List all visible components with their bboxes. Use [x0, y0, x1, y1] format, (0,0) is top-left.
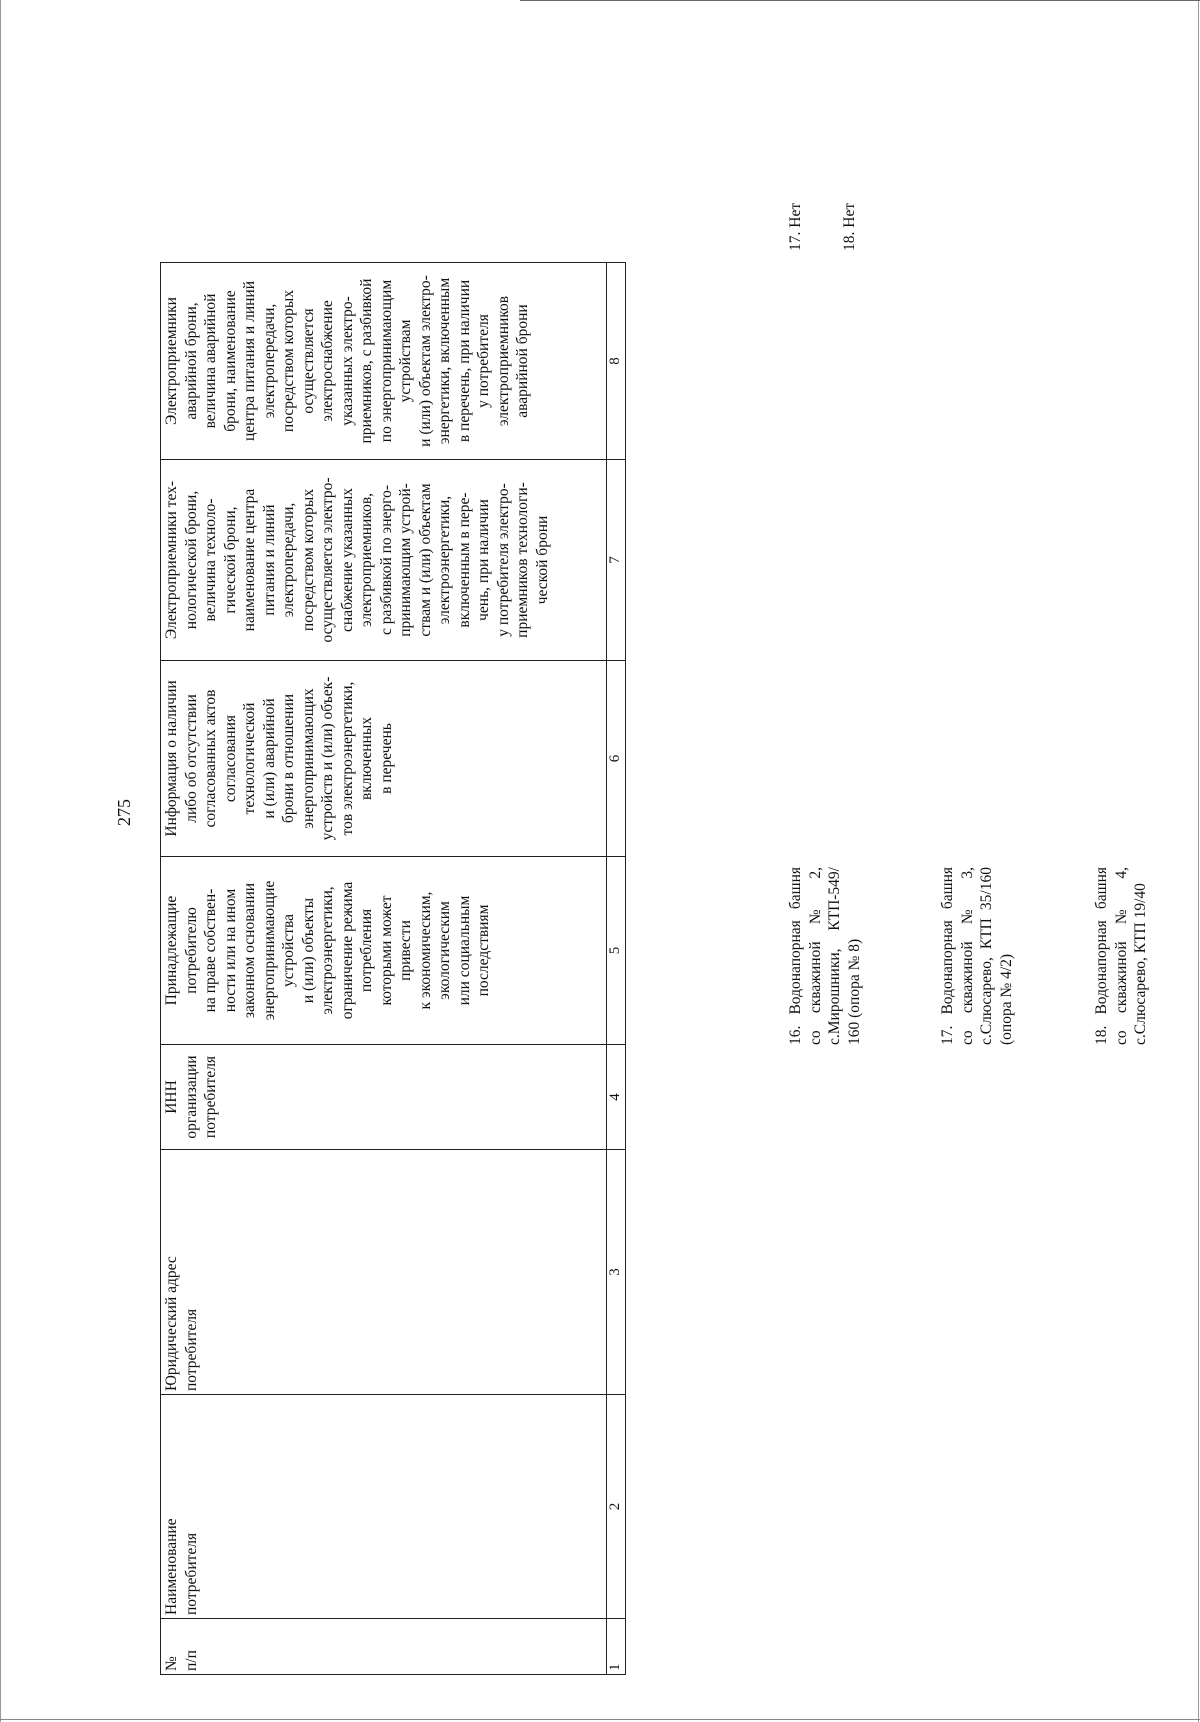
- header-cell-receivers: Принадлежащие потребителю на праве собствен- ности или на ином законном основании энергопринимающие устройства и (или) объекты электроэнергетики, ограничение режима потребления которыми может привести к экономическим, экологическим или социальным последствиям: [161, 857, 607, 1045]
- answer-item: 17. Нет: [787, 202, 804, 251]
- scan-rule-top: [520, 0, 1200, 1]
- page-number: 275: [114, 799, 134, 826]
- rotated-page-content: [160, 55, 1149, 1675]
- column-number-cell: 2: [607, 1395, 626, 1619]
- header-cell-number: № п/п: [161, 1619, 607, 1675]
- scan-rule-bottom: [0, 1719, 1200, 1720]
- header-cell-legal-address: Юридический адрес потребителя: [161, 1150, 607, 1395]
- column-number-cell: 5: [607, 857, 626, 1045]
- table-column-number-row: [607, 263, 626, 1675]
- consumer-table: [160, 262, 626, 1675]
- answer-item: 18. Нет: [841, 202, 858, 251]
- table-header-row: [161, 263, 607, 1675]
- header-cell-technological-reserve: Электроприемники тех- нологической брони, величина техноло- гической брони, наименование центра питания и линий электропередачи, посредством которых осуществляется электро- снабжение указанных электроприемников, с разбивкой по энерго- принимающим устрой- ствам и (или) объектам электроэнергетики, включенным в пере- чень, при наличии у потребителя электро- приемников технологи- ческой брони: [161, 460, 607, 661]
- list-item: 16. Водонапорная башня со скважиной № 2, с.Мирошники, КТП-549/ 160 (опора № 8): [787, 867, 863, 1045]
- scan-edge-right: [1198, 0, 1199, 1722]
- header-cell-reservation-info: Информация о наличии либо об отсутствии согласованных актов согласования технологической и (или) аварийной брони в отношении энергопринимающих устройств и (или) объек- тов электроэнергетики, включенных в перечень: [161, 661, 607, 857]
- header-cell-inn: ИНН организации потребителя: [161, 1045, 607, 1150]
- column-number-cell: 3: [607, 1150, 626, 1395]
- table-rows-area: [762, 55, 1149, 1675]
- column-number-cell: 1: [607, 1619, 626, 1675]
- list-item: 18. Водонапорная башня со скважиной № 4, с.Слюсарево, КТП 19/40: [1093, 867, 1149, 1045]
- column-number-cell: 8: [607, 263, 626, 460]
- header-cell-emergency-reserve: Электроприемники аварийной брони, величина аварийной брони, наименование центра питания и линий электропередачи, посредством которых осуществляется электроснабжение указанных электро- приемников, с разбивкой по энергопринимающим устройствам и (или) объектам электро- энергетики, включенным в перечень, при наличии у потребителя электроприемников аварийной брони: [161, 263, 607, 460]
- header-cell-consumer-name: Наименование потребителя: [161, 1395, 607, 1619]
- list-item: 17. Водонапорная башня со скважиной № 3, с.Слюсарево, КТП 35/160 (опора № 4/2): [939, 867, 1015, 1045]
- column-number-cell: 4: [607, 1045, 626, 1150]
- column-number-cell: 7: [607, 460, 626, 661]
- column-number-cell: 6: [607, 661, 626, 857]
- scan-edge-left: [0, 0, 1, 1722]
